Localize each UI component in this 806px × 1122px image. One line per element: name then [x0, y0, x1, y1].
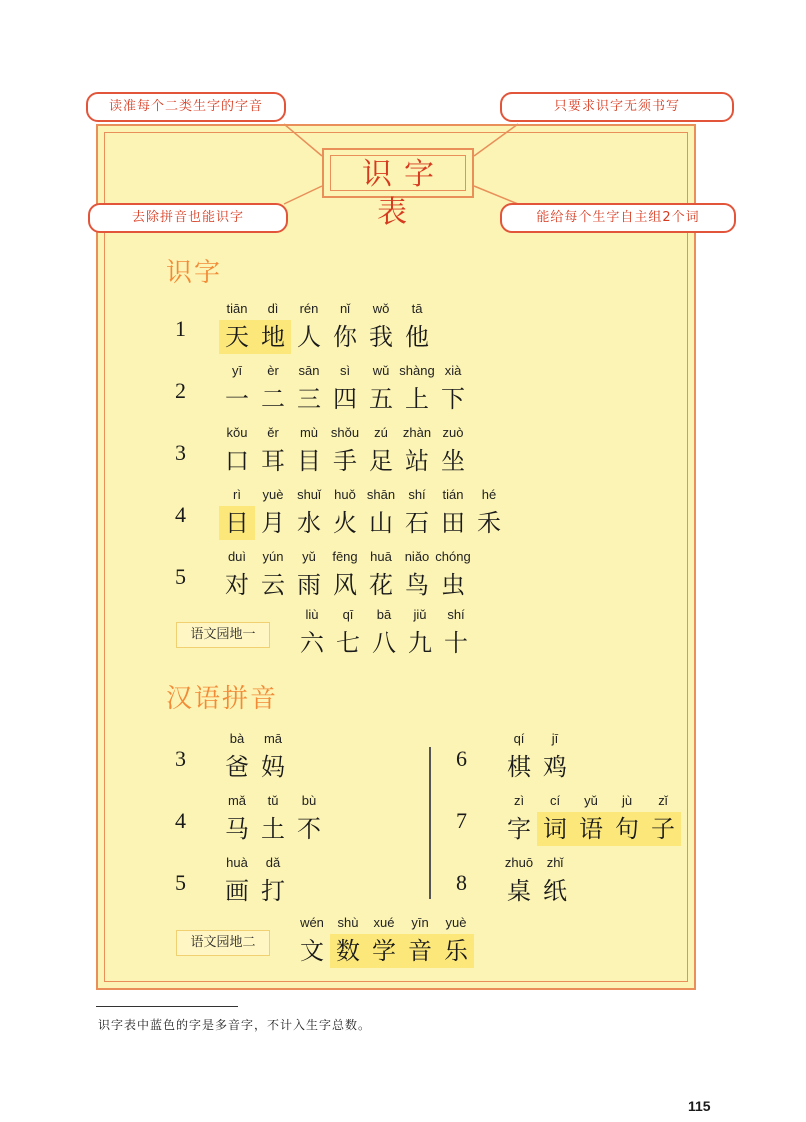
lesson-number: 4 [175, 808, 186, 833]
pinyin-label: shuǐ [297, 487, 321, 502]
column-divider [429, 747, 431, 899]
pinyin-label: qī [342, 607, 354, 622]
title-box [322, 148, 474, 230]
pinyin-label: hé [481, 487, 497, 502]
callout-top-left: 读准每个二类生字的字音 [86, 92, 286, 122]
hanzi-character: 足 [369, 447, 393, 475]
lesson-number: 3 [175, 440, 186, 465]
character-cell [399, 298, 435, 354]
pinyin-label: chóng [435, 549, 471, 564]
lesson-number: 3 [175, 746, 186, 771]
pinyin-label: huǒ [334, 487, 356, 502]
lesson-number: 2 [175, 378, 186, 403]
pinyin-label: mù [299, 425, 319, 440]
hanzi-character: 雨 [297, 571, 321, 599]
hanzi-character: 人 [297, 323, 321, 351]
pinyin-label: shān [366, 487, 396, 502]
hanzi-character: 坐 [441, 447, 465, 475]
lesson-number: 7 [456, 808, 467, 833]
character-group [219, 728, 291, 784]
hanzi-character: 学 [366, 934, 402, 968]
pinyin-label: bā [376, 607, 392, 622]
pinyin-label: bù [301, 793, 317, 808]
hanzi-character: 文 [300, 937, 324, 965]
character-cell [435, 360, 471, 416]
pinyin-label: cí [549, 793, 561, 808]
character-cell [537, 728, 573, 784]
pinyin-label: dì [267, 301, 279, 316]
hanzi-character: 二 [261, 385, 285, 413]
character-cell [255, 728, 291, 784]
pinyin-label: mǎ [227, 793, 247, 808]
character-cell [435, 422, 471, 478]
character-group [294, 912, 474, 968]
pinyin-label: yuè [445, 915, 467, 930]
lesson-number: 5 [175, 870, 186, 895]
character-group [501, 728, 573, 784]
pinyin-label: zhàn [402, 425, 432, 440]
pinyin-label: zú [374, 425, 388, 440]
pinyin-label: wǒ [372, 301, 390, 316]
section-heading-pinyin: 汉语拼音 [166, 684, 279, 714]
lesson-number: 1 [175, 316, 186, 341]
hanzi-character: 不 [297, 815, 321, 843]
hanzi-character: 打 [261, 877, 285, 905]
character-group [219, 422, 471, 478]
pinyin-label: ěr [267, 425, 279, 440]
hanzi-character: 他 [405, 323, 429, 351]
hanzi-character: 花 [369, 571, 393, 599]
footnote: 识字表中蓝色的字是多音字，不计入生字总数。 [98, 1018, 372, 1032]
page-number: 115 [688, 1098, 711, 1114]
pinyin-label: zì [513, 793, 525, 808]
hanzi-character: 一 [225, 385, 249, 413]
hanzi-character: 妈 [261, 753, 285, 781]
hanzi-character: 我 [369, 323, 393, 351]
hanzi-character: 八 [372, 629, 396, 657]
pinyin-label: tián [442, 487, 464, 502]
character-group [219, 790, 327, 846]
hanzi-character: 四 [333, 385, 357, 413]
pinyin-label: liù [305, 607, 319, 622]
hanzi-character: 六 [300, 629, 324, 657]
pinyin-label: bà [229, 731, 245, 746]
hanzi-character: 口 [225, 447, 249, 475]
pinyin-label: tiān [226, 301, 248, 316]
hanzi-character: 鸡 [543, 753, 567, 781]
hanzi-character: 七 [336, 629, 360, 657]
hanzi-character: 字 [507, 815, 531, 843]
character-cell [255, 852, 291, 908]
hanzi-character: 五 [369, 385, 393, 413]
hanzi-character: 火 [333, 509, 357, 537]
hanzi-character: 十 [444, 629, 468, 657]
character-cell [645, 790, 681, 846]
pinyin-label: shí [447, 607, 465, 622]
pinyin-label: kǒu [226, 425, 248, 440]
hanzi-character: 月 [261, 509, 285, 537]
section-heading-shizi: 识字 [166, 258, 223, 288]
pinyin-label: shù [337, 915, 359, 930]
pinyin-label: yī [231, 363, 243, 378]
pinyin-label: zhuō [504, 855, 534, 870]
hanzi-character: 子 [645, 812, 681, 846]
character-cell [471, 484, 507, 540]
pinyin-label: tā [411, 301, 423, 316]
pinyin-label: yǔ [302, 549, 316, 564]
hanzi-character: 地 [255, 320, 291, 354]
hanzi-character: 对 [225, 571, 249, 599]
hanzi-character: 数 [330, 934, 366, 968]
hanzi-character: 纸 [543, 877, 567, 905]
pinyin-label: sān [298, 363, 320, 378]
pinyin-label: zǐ [658, 793, 668, 808]
hanzi-character: 山 [369, 509, 393, 537]
callout-mid-right: 能给每个生字自主组2个词 [500, 203, 736, 233]
character-cell [435, 546, 471, 602]
hanzi-character: 词 [537, 812, 573, 846]
pinyin-label: yún [262, 549, 284, 564]
pinyin-label: jù [621, 793, 633, 808]
pinyin-label: jī [551, 731, 559, 746]
hanzi-character: 虫 [441, 571, 465, 599]
hanzi-character: 石 [405, 509, 429, 537]
pinyin-label: xià [444, 363, 462, 378]
hanzi-character: 马 [225, 815, 249, 843]
lesson-number: 6 [456, 746, 467, 771]
pinyin-label: sì [339, 363, 351, 378]
hanzi-character: 音 [402, 934, 438, 968]
hanzi-character: 风 [333, 571, 357, 599]
pinyin-label: zhǐ [546, 855, 564, 870]
character-group [219, 298, 435, 354]
pinyin-label: nǐ [339, 301, 351, 316]
pinyin-label: shǒu [330, 425, 360, 440]
pinyin-label: èr [267, 363, 279, 378]
pinyin-label: qí [513, 731, 525, 746]
character-group [501, 852, 573, 908]
garden-label: 语文园地一 [176, 622, 270, 648]
pinyin-label: niǎo [404, 549, 430, 564]
hanzi-character: 棋 [507, 753, 531, 781]
pinyin-label: mā [263, 731, 283, 746]
hanzi-character: 画 [225, 877, 249, 905]
hanzi-character: 上 [405, 385, 429, 413]
pinyin-label: huà [226, 855, 248, 870]
character-cell [438, 604, 474, 660]
garden-label: 语文园地二 [176, 930, 270, 956]
character-cell [438, 912, 474, 968]
page-title: 识字表 [330, 155, 466, 191]
hanzi-character: 语 [573, 812, 609, 846]
callout-top-right: 只要求识字无须书写 [500, 92, 734, 122]
character-cell [291, 790, 327, 846]
character-group [219, 546, 471, 602]
pinyin-label: huā [370, 549, 392, 564]
footnote-rule [96, 1006, 238, 1007]
pinyin-label: rén [299, 301, 319, 316]
pinyin-label: jiǔ [413, 607, 427, 622]
callout-mid-left: 去除拼音也能识字 [88, 203, 288, 233]
character-group [294, 604, 474, 660]
lesson-number: 5 [175, 564, 186, 589]
pinyin-label: tǔ [267, 793, 279, 808]
character-group [501, 790, 681, 846]
pinyin-label: zuò [442, 425, 464, 440]
hanzi-character: 禾 [477, 509, 501, 537]
pinyin-label: yīn [411, 915, 429, 930]
hanzi-character: 句 [609, 812, 645, 846]
hanzi-character: 你 [333, 323, 357, 351]
pinyin-label: rì [233, 487, 241, 502]
hanzi-character: 天 [219, 320, 255, 354]
hanzi-character: 下 [441, 385, 465, 413]
hanzi-character: 土 [261, 815, 285, 843]
hanzi-character: 耳 [261, 447, 285, 475]
hanzi-character: 水 [297, 509, 321, 537]
character-group [219, 852, 291, 908]
character-group [219, 484, 507, 540]
hanzi-character: 日 [219, 506, 255, 540]
hanzi-character: 九 [408, 629, 432, 657]
lesson-number: 8 [456, 870, 467, 895]
character-group [219, 360, 471, 416]
pinyin-label: wǔ [372, 363, 390, 378]
pinyin-label: xué [373, 915, 395, 930]
character-cell [537, 852, 573, 908]
pinyin-label: wén [300, 915, 324, 930]
pinyin-label: dǎ [265, 855, 281, 870]
pinyin-label: shàng [399, 363, 435, 378]
hanzi-character: 云 [261, 571, 285, 599]
hanzi-character: 鸟 [405, 571, 429, 599]
pinyin-label: duì [227, 549, 247, 564]
hanzi-character: 田 [441, 509, 465, 537]
hanzi-character: 目 [297, 447, 321, 475]
pinyin-label: fēng [332, 549, 358, 564]
pinyin-label: shí [408, 487, 426, 502]
hanzi-character: 乐 [438, 934, 474, 968]
pinyin-label: yǔ [584, 793, 598, 808]
lesson-number: 4 [175, 502, 186, 527]
hanzi-character: 手 [333, 447, 357, 475]
hanzi-character: 爸 [225, 753, 249, 781]
pinyin-label: yuè [262, 487, 284, 502]
hanzi-character: 桌 [507, 877, 531, 905]
hanzi-character: 站 [405, 447, 429, 475]
hanzi-character: 三 [297, 385, 321, 413]
